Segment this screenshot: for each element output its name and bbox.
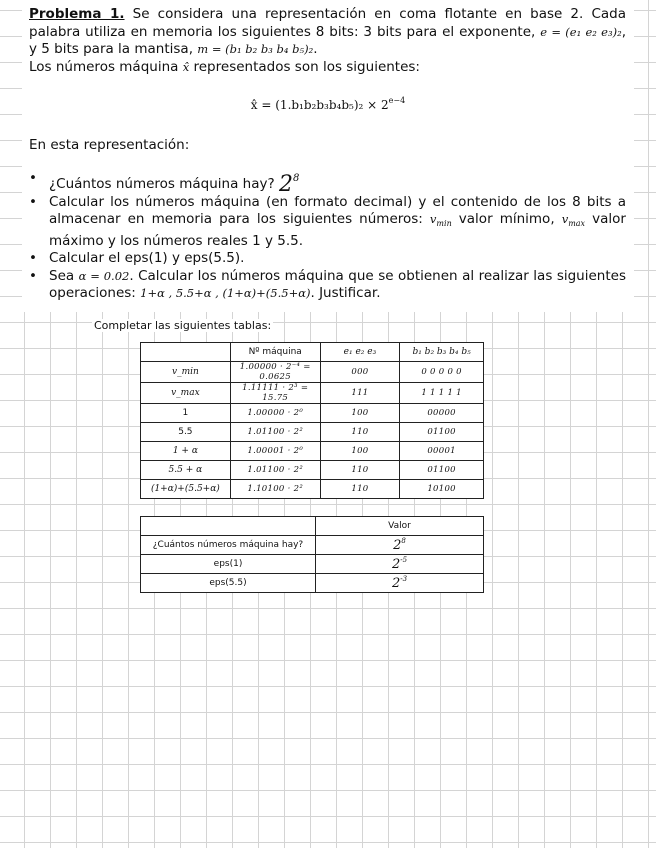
exponent-bits-cell: 111 [320, 383, 400, 404]
table-header-cell [141, 343, 231, 362]
numbers-line-start: Los números máquina [29, 58, 179, 75]
machine-number-formula [22, 96, 634, 112]
machine-number-cell: 1.01100 · 2² [230, 461, 320, 480]
table-row [141, 362, 484, 383]
question-2 [29, 194, 626, 251]
xhat-symbol: x̂ [182, 59, 190, 74]
value-cell: $2^8$ [316, 536, 484, 555]
question-1-handwritten-answer: $2^8$ [278, 172, 300, 197]
operations-list: 1+α , 5.5+α , (1+α)+(5.5+α) [140, 286, 311, 300]
mantissa-bits-cell: 10100 [400, 480, 484, 499]
question-4-text-c: . Justificar. [310, 285, 381, 301]
question-2-text-a: Calcular los números máquina (en formato decimal) y el contenido de los 8 bits a almacenar en memoria para los siguientes números: [49, 193, 626, 227]
intro-text-3: . [313, 41, 318, 57]
exponent-bits-cell: 100 [320, 442, 400, 461]
question-1-text: ¿Cuántos números máquina hay? [49, 176, 275, 192]
table-row [141, 404, 484, 423]
table-header-cell: Nº máquina [230, 343, 320, 362]
summary-table [140, 516, 484, 593]
table-header-cell: b₁ b₂ b₃ b₄ b₅ [400, 343, 484, 362]
row-label: eps(1) [141, 555, 316, 574]
row-label: ¿Cuántos números máquina hay? [141, 536, 316, 555]
table-row [141, 536, 484, 555]
vmin-symbol: $v_{min}$ [429, 212, 452, 228]
representation-text: En esta representación: [29, 137, 190, 153]
questions-block [29, 170, 626, 303]
exponent-bits-cell: 110 [320, 423, 400, 442]
exponent-definition: e = (e₁ e₂ e₃)₂ [540, 24, 622, 39]
exponent-bits-cell: 100 [320, 404, 400, 423]
problem-intro [29, 6, 626, 76]
table-header-row [141, 343, 484, 362]
mantissa-bits-cell: 0 0 0 0 0 [400, 362, 484, 383]
value-cell: $2^{-5}$ [316, 555, 484, 574]
exponent-bits-cell: 110 [320, 461, 400, 480]
table-row [141, 480, 484, 499]
mantissa-bits-cell: 00000 [400, 404, 484, 423]
table-row [141, 383, 484, 404]
table-header-row [141, 517, 484, 536]
row-label: 5.5 [141, 423, 231, 442]
tables-caption: Completar las siguientes tablas: [94, 319, 272, 332]
value-cell: $2^{-3}$ [316, 574, 484, 593]
machine-numbers-table [140, 342, 484, 499]
vmax-symbol: $v_{max}$ [561, 212, 586, 228]
question-4-text-b: . Calcular los números máquina que se obtienen al realizar las siguientes operaciones: [49, 267, 626, 301]
formula-body: x̂ = (1.b₁b₂b₃b₄b₅)₂ × 2 [250, 98, 389, 112]
problem-sheet [22, 0, 634, 312]
question-2-text-b: valor mínimo, [458, 211, 555, 227]
table-header-cell: Valor [316, 517, 484, 536]
row-label: eps(5.5) [141, 574, 316, 593]
row-label: 1 + α [141, 442, 231, 461]
table-header-cell: e₁ e₂ e₃ [320, 343, 400, 362]
question-4 [29, 268, 626, 303]
machine-number-cell: 1.00000 · 2⁰ [230, 404, 320, 423]
row-label: v_min [141, 362, 231, 383]
machine-number-cell: 1.11111 · 2³ = 15.75 [230, 383, 320, 404]
machine-number-cell: 1.00001 · 2⁰ [230, 442, 320, 461]
machine-number-cell: 1.10100 · 2² [230, 480, 320, 499]
question-1 [29, 170, 626, 197]
intro-text-2: , y 5 bits para la mantisa, [29, 23, 626, 57]
table-row [141, 461, 484, 480]
mantissa-bits-cell: 1 1 1 1 1 [400, 383, 484, 404]
problem-title: Problema 1. [29, 6, 125, 22]
row-label: (1+α)+(5.5+α) [141, 480, 231, 499]
exponent-bits-cell: 000 [320, 362, 400, 383]
table-row [141, 423, 484, 442]
table-row [141, 574, 484, 593]
machine-number-cell: 1.00000 · 2⁻⁴ = 0.0625 [230, 362, 320, 383]
mantissa-definition: m = (b₁ b₂ b₃ b₄ b₅)₂ [197, 42, 314, 56]
formula-exponent: e−4 [388, 96, 406, 105]
table-row [141, 555, 484, 574]
mantissa-bits-cell: 01100 [400, 461, 484, 480]
intro-text-1: Se considera una representación en coma flotante en base 2. Cada palabra utiliza en memoria los siguientes 8 bits: 3 bits para el exponente, [29, 6, 626, 40]
numbers-line-end: representados son los siguientes: [193, 58, 420, 75]
machine-number-cell: 1.01100 · 2² [230, 423, 320, 442]
table-row [141, 442, 484, 461]
exponent-bits-cell: 110 [320, 480, 400, 499]
row-label: v_max [141, 383, 231, 404]
question-2-text-c: valor máximo y los números reales 1 y 5.5. [49, 211, 626, 249]
question-3-text: Calcular el eps(1) y eps(5.5). [49, 250, 245, 266]
mantissa-bits-cell: 00001 [400, 442, 484, 461]
representation-heading [29, 137, 626, 155]
alpha-definition: α = 0.02 [78, 268, 130, 283]
mantissa-bits-cell: 01100 [400, 423, 484, 442]
row-label: 1 [141, 404, 231, 423]
table-header-cell [141, 517, 316, 536]
row-label: 5.5 + α [141, 461, 231, 480]
question-3 [29, 250, 626, 268]
question-4-text-a: Sea [49, 267, 75, 284]
